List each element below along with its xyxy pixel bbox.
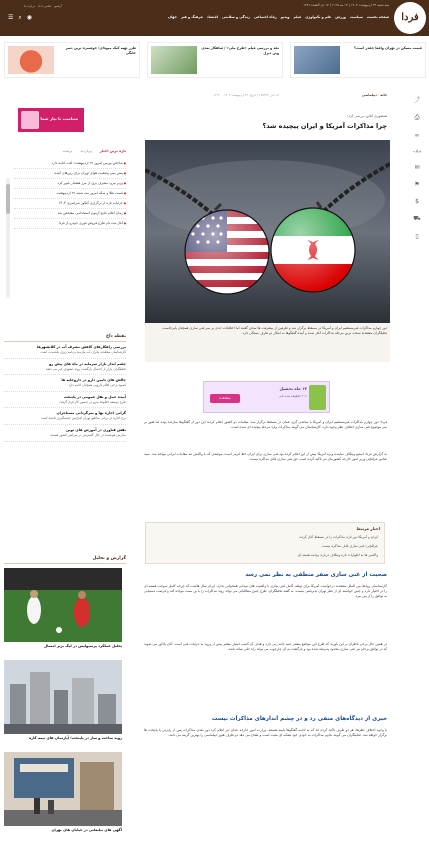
football-photo (4, 568, 122, 642)
list-item[interactable]: ● جزئیات تازه از برگزاری کنکور سراسری ۱۴۰۴ (14, 199, 126, 209)
nav-item[interactable]: صفحه نخست (366, 15, 389, 19)
article-lead-title: همشهری آنلاین بررسی کرد؛ (347, 114, 387, 118)
note-title: بررسی راهکارهای کاهش مصرف آب در کلانشهرها (37, 345, 126, 349)
site-logo[interactable]: فردا (394, 2, 426, 34)
main-nav (95, 15, 389, 19)
link-icon[interactable]: ∞ (414, 132, 420, 139)
report-image (4, 660, 122, 734)
ad-card[interactable] (147, 42, 283, 78)
list-item[interactable] (4, 359, 126, 376)
related-news-link[interactable]: واکنش ها به اظهارات تازه ویتکاف درباره برنامه هسته ای (297, 553, 378, 557)
list-item[interactable] (4, 342, 126, 359)
nav-item[interactable]: فرهنگ و هنر (180, 15, 203, 19)
share-rail (411, 95, 423, 250)
note-excerpt: تحلیلگران بازار از احتمال بازگشت روند صعودی خبر می دهند (45, 366, 126, 371)
mobile-icon[interactable]: ▯ (415, 233, 419, 240)
report-caption: آگهی های تبلیغاتی در خیابان های تهران (51, 828, 122, 832)
sidebar-promo-ad[interactable] (18, 108, 84, 132)
share-icon[interactable]: ⤴ (413, 97, 420, 104)
report-card[interactable] (4, 660, 122, 740)
font-size-icon[interactable]: +A− (412, 149, 422, 154)
hot-topics-title: نقطه داغ (4, 334, 126, 342)
header-link[interactable]: تماس با ما (38, 4, 52, 8)
ad-cta-button[interactable]: مشاهده (210, 394, 240, 403)
nav-item[interactable]: زندگی و سلامتی (221, 15, 250, 19)
menu-icon[interactable]: ☰ (8, 14, 14, 21)
inline-ad-banner[interactable] (203, 381, 330, 413)
ad-image (8, 46, 54, 74)
comment-icon[interactable]: ✉ (414, 164, 420, 171)
ad-image (294, 46, 340, 74)
nav-item[interactable]: اقتصاد (206, 15, 218, 19)
tab-most-discussed[interactable]: پربحث (62, 149, 73, 153)
hero-illustration (145, 140, 390, 324)
list-item[interactable] (4, 392, 126, 409)
street-photo (4, 752, 122, 826)
ad-text: طرز تهیه کیک میوه‌ای؛ خوشمزه ترین دسر خانگی (65, 46, 136, 55)
currency-icon[interactable]: $ (415, 198, 419, 205)
note-title: آینده حمل و نقل عمومی در پایتخت (63, 394, 126, 399)
report-card[interactable] (4, 568, 122, 648)
header-date: سه شنبه ۲۲ اردیبهشت ۱۴۰۴ | ۱۳ مه ۲۰۲۵ | ۱۴ ذی القعده ۱۴۴۶ (303, 3, 389, 7)
nav-item[interactable]: علم و تکنولوژی (305, 15, 332, 19)
user-icon[interactable]: ◉ (26, 14, 33, 21)
list-item[interactable]: ● قیمت طلا و سکه امروز سه شنبه ۲۲ اردیبهشت (14, 189, 126, 199)
related-news-link[interactable]: عراقچی: غنی سازی قابل مذاکره نیست (321, 544, 378, 548)
list-item[interactable]: ● زمان اعلام نتایج آزمون استخدامی مشخص شد (14, 209, 126, 219)
report-image (4, 568, 122, 642)
article-meta: کد خبر: ۱۸۷۳۶۳ | تاریخ: ۲۲ اردیبهشت ۱۴۰۴ - ۱۳:۳۰ (213, 93, 279, 97)
hot-topics-box (4, 334, 126, 442)
tab-latest[interactable]: تازه ترین اخبار (99, 149, 126, 153)
report-caption: تحلیل عملکرد پرسپولیس در لیگ برتر امسال (44, 644, 122, 648)
list-item[interactable]: ● آغاز ثبت نام طرح فروش فوری خودرو از فردا (14, 219, 126, 229)
tab-most-viewed[interactable]: پربازدید (80, 149, 92, 153)
note-title: چشم انداز بازار سرمایه در ماه های پیش رو (49, 361, 126, 366)
reports-box-header (4, 556, 126, 564)
reports-title: گزارش و تحلیل (4, 556, 126, 564)
note-title: گرانی اجاره بها و سرگردانی مستاجران (56, 411, 126, 416)
note-excerpt: کمبود برخی اقلام دارویی همچنان ادامه دارد (68, 383, 126, 388)
article-subheading: صحبت از غنی سازی صفر منطقی به نظر نمی رسد (245, 572, 387, 578)
article-summary: دور چهارم مذاکرات غیرمستقیم ایران و آمریکا در مسقط برگزار شد و طرفین از پیشرفت ها سخن گفتند اما اختلافات جدی بر سر غنی سازی همچنان پابرجاست. تحلیلگران معتقدند سخت ترین مرحله مذاکرات آغاز شده و آینده گفتگوها به ابتکار دو طرف بستگی دارد. (145, 323, 390, 362)
header-link[interactable]: آرشیو (54, 4, 62, 8)
site-header (0, 0, 429, 36)
article-subheading: خبری از دیدگاه‌های منفی رد و در چشم اندازهای مذاکرات نیست (211, 716, 387, 722)
article-hero-image (145, 140, 390, 324)
breadcrumb: خانه › دیپلماسی (361, 93, 387, 97)
city-photo (4, 660, 122, 734)
article-paragraph: به گزارش فردا، استیو ویتکاف نماینده ویژه آمریکا پیش از این اعلام کرده بود غنی سازی برای ایران خط قرمز است؛ موضعی که با واکنش تند مقامات ایرانی مواجه شد. سید عباس عراقچی وزیر امور خارجه کشورمان نیز تاکید کرده است حق غنی سازی قابل مذاکره نیست. (144, 452, 387, 462)
search-icon[interactable]: ⌕ (18, 14, 22, 21)
report-card[interactable] (4, 752, 122, 832)
note-excerpt: مدارس هوشمند در حال گسترش در سراسر کشور هستند (50, 432, 126, 437)
header-icons (8, 14, 32, 22)
scrollbar-thumb[interactable] (6, 184, 10, 214)
news-tabs (4, 149, 126, 153)
nav-item[interactable]: جهان (168, 15, 177, 19)
related-news-title: اخبار مرتبط (356, 526, 380, 531)
ad-text: قیمت مسکن در تهران واقعا چقدر است؟ (353, 46, 422, 50)
note-title: چالش های تامین دارو در داروخانه ها (61, 378, 126, 383)
article-paragraph: با وجود اختلاف نظرها، هر دو طرف تاکید کرده اند که به ادامه گفتگوها پایبند هستند. وزارت امور خارجه عمان نیز اعلام کرد دور بعدی مذاکرات پس از رایزنی با پایتخت ها برگزار خواهد شد. تحلیلگران می گویند تداوم مذاکرات به خودی خود نشانه ای مثبت است و نشان می دهد دو طرف هنوز دیپلماسی را بهترین گزینه می دانند. (144, 728, 387, 738)
print-icon[interactable]: ⎙ (414, 114, 420, 121)
article-paragraph: کارشناسان روابط بین الملل معتقدند درخواست آمریکا برای توقف کامل غنی سازی با واقعیت های میدانی همخوانی ندارد. ایران سال هاست که چرخه کامل سوخت هسته ای را در اختیار دارد و چنین خواسته ای از نظر تهران پذیرفتنی نیست. به گفته تحلیلگران، طرح چنین مطالباتی می تواند روند مذاکرات را با بن بست مواجه کند و فرصت دستیابی به توافق را از بین ببرد. (144, 584, 387, 599)
header-links (24, 4, 62, 8)
list-item[interactable]: ● شاخص بورس امروز ۲۲ اردیبهشت؛ افت ادامه دارد (14, 159, 126, 169)
article-title: چرا مذاکرات آمریکا و ایران پیچیده شد؟ (262, 122, 387, 130)
latest-news-list (4, 159, 126, 229)
note-excerpt: نرخ اجاره در برخی مناطق تهران افزایش چشمگیری داشته است (40, 416, 126, 421)
article-paragraph: در همین حال برخی ناظران بر این باورند که طرح این مواضع بیشتر جنبه چانه زنی دارد و هدف آن کسب امتیاز بیشتر پیش از ورود به جزئیات فنی است. آنان یادآور می شوند که در توافق برجام نیز غنی سازی محدود پذیرفته شده بود و بازگشت به آن چارچوب می تواند راه حلی میانه باشد. (144, 642, 387, 652)
report-caption: روند ساخت و ساز در پایتخت؛ آپارتمان های نیمه کاره (28, 736, 122, 740)
note-excerpt: طرح توسعه خطوط مترو در دستور کار قرار گرفت (59, 399, 126, 404)
ad-text: نقد و بررسی فیلم «طرح ملی» / شاهکار بعدی وین دیزل (201, 46, 279, 55)
ad-subtitle: ۲۰٪ تخفیف ثبت نام (279, 394, 307, 398)
latest-news-scrollbar[interactable] (6, 178, 10, 298)
note-excerpt: کارشناسان معتقدند بحران آب نیازمند برنامه ریزی بلندمدت است (40, 350, 126, 354)
ad-title: ۱۴ ماه تحصیل (279, 386, 307, 391)
breadcrumb-home[interactable]: خانه (380, 93, 387, 97)
note-title: نقش فناوری در آموزش های نوین (65, 427, 126, 432)
car-icon[interactable]: ⛟ (413, 215, 421, 222)
ad-card[interactable] (4, 42, 140, 78)
list-item[interactable]: ● پیش بینی وضعیت هوای تهران برای روزهای آینده (14, 169, 126, 179)
nav-item[interactable]: فیلم (293, 15, 302, 19)
list-item[interactable] (4, 408, 126, 425)
article-paragraph: فردا: دور چهارم مذاکرات غیرمستقیم ایران و آمریکا با میانجی گری عمان در مسقط برگزار شد. مقامات دو کشور اعلام کردند این دور از گفتگوها سازنده بوده اما هنوز بر سر موضوع غنی سازی اختلاف نظر وجود دارد. کارشناسان می گویند مذاکرات وارد مرحله پیچیده ای شده است. (144, 420, 387, 430)
related-news-link[interactable]: ایران و آمریکا دور تازه مذاکرات را در مسقط آغاز کردند (298, 535, 378, 539)
list-item[interactable] (4, 375, 126, 392)
header-link[interactable]: درباره ما (24, 4, 36, 8)
promo-image (21, 111, 39, 129)
top-ad-strip (4, 42, 426, 82)
list-item[interactable]: ● وزیر نیرو: مصرف برق از مرز هشدار عبور کرد (14, 179, 126, 189)
related-news-box (145, 522, 385, 564)
nav-item[interactable]: ویدیو (280, 15, 290, 19)
latest-news-box (4, 146, 126, 229)
nav-item[interactable]: رفاه اجتماعی (253, 15, 277, 19)
breadcrumb-category[interactable]: دیپلماسی (361, 93, 378, 97)
ad-card[interactable] (290, 42, 426, 78)
nav-item[interactable]: سیاست (349, 15, 363, 19)
promo-text: متناسب با نیاز شما (40, 116, 78, 121)
bookmark-icon[interactable]: ⚑ (414, 181, 420, 188)
list-item[interactable] (4, 425, 126, 442)
report-image (4, 752, 122, 826)
ad-image (151, 46, 197, 74)
nav-item[interactable]: ورزش (335, 15, 346, 19)
ad-product-image (309, 385, 326, 410)
